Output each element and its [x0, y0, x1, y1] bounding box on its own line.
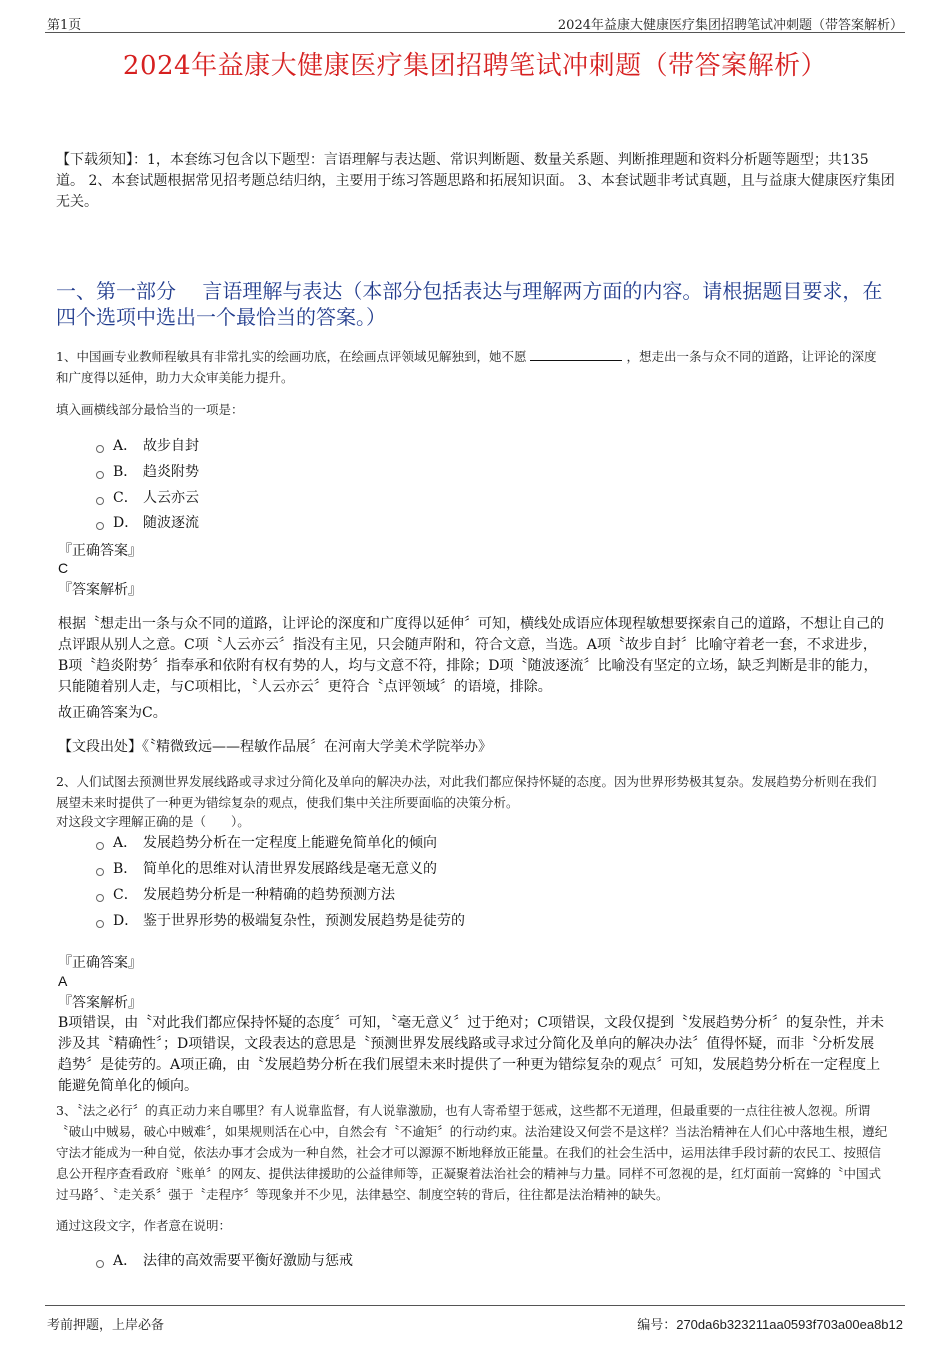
- question-2-option-c[interactable]: C． 发展趋势分析是一种精确的趋势预测方法: [96, 885, 395, 905]
- header-divider: [45, 32, 905, 33]
- question-2-analysis: B项错误，由〝对此我们都应保持怀疑的态度〞可知，〝毫无意义〞过于绝对；C项错误，文段仅提到〝发展趋势分析〞的复杂性，并未涉及其〝精确性〞；D项错误，文段表达的意思是〝预测世界发展线路或寻求过分简化及单向的解决办法〞值得怀疑，而非〝分析发展趋势〞是徒劳的。A项正确，由〝发展趋势分析在我们展望未来时提供了一种更为错综复杂的观点〞可知，发展趋势分析在一定程度上能避免简单化的倾向。: [58, 1015, 884, 1094]
- page-number: 第1页: [47, 18, 82, 33]
- correct-answer-label: 『正确答案』: [58, 543, 142, 559]
- footer-slogan: 考前押题，上岸必备: [47, 1318, 165, 1333]
- question-3-option-a[interactable]: A． 法律的高效需要平衡好激励与惩戒: [96, 1251, 353, 1271]
- question-3-prompt: 通过这段文字，作者意在说明：: [56, 1218, 232, 1233]
- radio-icon[interactable]: [96, 842, 104, 850]
- question-1-option-c[interactable]: C． 人云亦云: [96, 488, 199, 508]
- radio-icon[interactable]: [96, 471, 104, 479]
- document-code-value: 270da6b323211aa0593f703a00ea8b12: [676, 1317, 903, 1332]
- radio-icon[interactable]: [96, 522, 104, 530]
- correct-answer-label: 『正确答案』: [58, 955, 142, 971]
- radio-icon[interactable]: [96, 920, 104, 928]
- radio-icon[interactable]: [96, 868, 104, 876]
- question-1-option-d[interactable]: D． 随波逐流: [96, 513, 199, 533]
- question-1-option-b[interactable]: B． 趋炎附势: [96, 462, 199, 482]
- footer-divider: [45, 1305, 905, 1306]
- radio-icon[interactable]: [96, 894, 104, 902]
- correct-answer-value: C: [58, 560, 69, 576]
- question-1-source: 【文段出处】《〝精微致远——程敏作品展〞在河南大学美术学院举办》: [58, 739, 492, 755]
- question-1-conclusion: 故正确答案为C。: [58, 705, 167, 721]
- question-2-prompt: 对这段文字理解正确的是（ ）。: [56, 814, 250, 829]
- question-2-option-d[interactable]: D． 鉴于世界形势的极端复杂性，预测发展趋势是徒劳的: [96, 911, 465, 931]
- download-notice: 【下载须知】：1，本套练习包含以下题型：言语理解与表达题、常识判断题、数量关系题、判断推理题和资料分析题等题型；共135道。 2、本套试题根据常见招考题总结归纳，主要用于练习答题思路和拓展知识面。 3、本套试题非考试真题，且与益康大健康医疗集团无关。: [56, 152, 895, 210]
- question-2-option-a[interactable]: A． 发展趋势分析在一定程度上能避免简单化的倾向: [96, 833, 437, 853]
- document-code-label: 编号：: [637, 1318, 677, 1333]
- question-3-stem: 3、〝法之必行〞的真正动力来自哪里？有人说靠监督，有人说靠激励，也有人寄希望于惩戒，这些都不无道理，但最重要的一点往往被人忽视。所谓〝破山中贼易，破心中贼难〞，如果规则活在心中，自然会有〝不逾矩〞的行动约束。法治建设又何尝不是这样？当法治精神在人们心中落地生根，遵纪守法才能成为一种自觉，依法办事才会成为一种自然，社会才可以源源不断地释放正能量。在我们的社会生活中，运用法律手段讨薪的农民工、按照信息公开程序查看政府〝账单〞的网友、提供法律援助的公益律师等，正凝聚着法治社会的精神与力量。同样不可忽视的是，红灯面前一窝蜂的〝中国式过马路〞、〝走关系〞强于〝走程序〞等现象并不少见，法律悬空、制度空转的背后，往往都是法治精神的缺失。: [56, 1103, 888, 1202]
- analysis-label: 『答案解析』: [58, 582, 142, 598]
- radio-icon[interactable]: [96, 1260, 104, 1268]
- question-1-option-a[interactable]: A． 故步自封: [96, 436, 199, 456]
- fill-blank-line: [530, 348, 622, 361]
- question-2-option-b[interactable]: B． 简单化的思维对认清世界发展路线是毫无意义的: [96, 859, 437, 879]
- question-2-stem: 2、人们试图去预测世界发展线路或寻求过分简化及单向的解决办法，对此我们都应保持怀疑的态度。因为世界形势极其复杂。发展趋势分析则在我们展望未来时提供了一种更为错综复杂的观点，使我们集中关注所要面临的决策分析。: [56, 774, 877, 810]
- question-1-prompt: 填入画横线部分最恰当的一项是：: [56, 402, 244, 417]
- document-code: [637, 1314, 903, 1333]
- question-1-stem-after: ，想走出一条与众不同的道路，让评论的深度和广度得以延伸，助力大众审美能力提升。: [56, 349, 877, 385]
- radio-icon[interactable]: [96, 445, 104, 453]
- radio-icon[interactable]: [96, 497, 104, 505]
- running-title: 2024年益康大健康医疗集团招聘笔试冲刺题（带答案解析）: [557, 18, 903, 33]
- question-1-stem: [56, 346, 888, 388]
- section-heading: 一、第一部分 言语理解与表达（本部分包括表达与理解两方面的内容。请根据题目要求，在四个选项中选出一个最恰当的答案。）: [56, 279, 883, 329]
- correct-answer-value: A: [58, 973, 68, 989]
- analysis-label: 『答案解析』: [58, 995, 142, 1011]
- page-title: 2024年益康大健康医疗集团招聘笔试冲刺题（带答案解析）: [122, 51, 828, 81]
- question-1-stem-before: 1、中国画专业教师程敏具有非常扎实的绘画功底，在绘画点评领域见解独到，她不愿: [56, 349, 527, 364]
- question-1-analysis: 根据〝想走出一条与众不同的道路，让评论的深度和广度得以延伸〞可知，横线处成语应体现程敏想要探索自己的道路，不想让自己的点评跟从别人之意。C项〝人云亦云〞指没有主见，只会随声附和，符合文意，当选。A项〝故步自封〞比喻守着老一套，不求进步，B项〝趋炎附势〞指奉承和依附有权有势的人，均与文意不符，排除；D项〝随波逐流〞比喻没有坚定的立场，缺乏判断是非的能力，只能随着别人走，与C项相比，〝人云亦云〞更符合〝点评领域〞的语境，排除。: [58, 616, 884, 695]
